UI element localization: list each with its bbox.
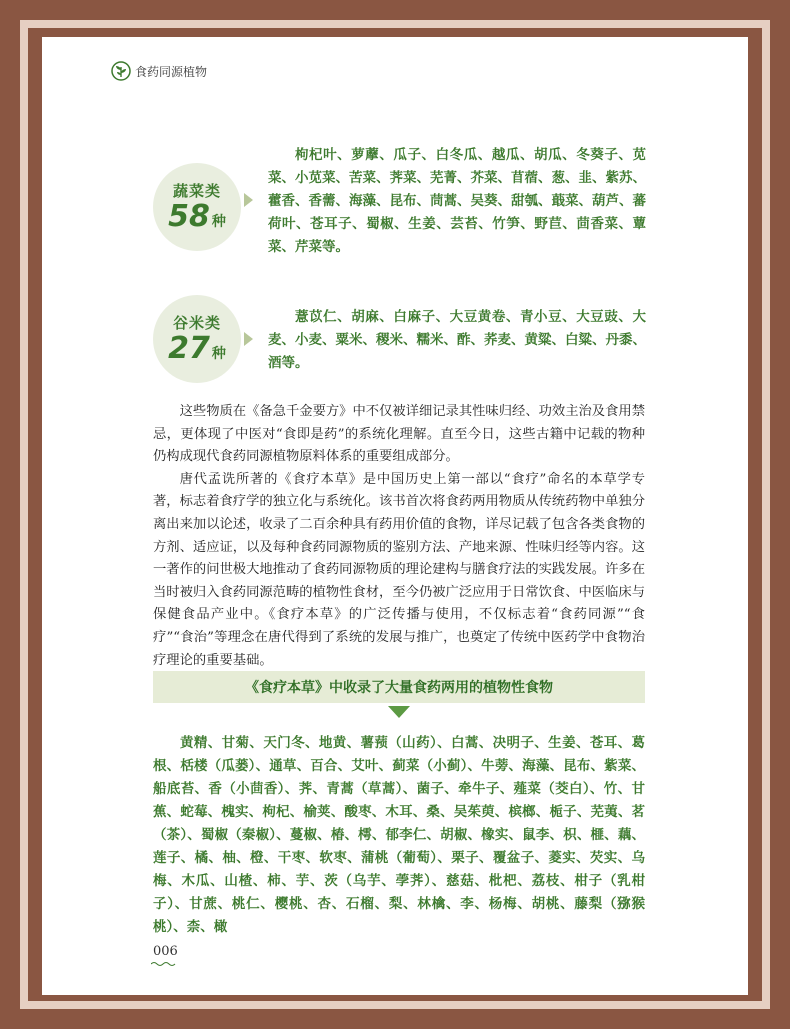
category-items-vegetables: 枸杞叶、萝藦、瓜子、白冬瓜、越瓜、胡瓜、冬葵子、苋菜、小苋菜、苦菜、荠菜、芜菁、芥菜、苜蓿、葱、韭、紫苏、藿香、香薷、海藻、昆布、茼蒿、吴葵、甜瓠、蕺菜、葫芦、蕃荷叶、苍耳子、蜀椒、生姜、芸苔、竹笋、野苣、茴香菜、蕈菜、芹菜等。 bbox=[268, 147, 646, 255]
category-number: 58 bbox=[168, 199, 210, 234]
category-number: 27 bbox=[168, 331, 210, 366]
page-number: 006 bbox=[153, 944, 178, 959]
category-badge-grains bbox=[153, 295, 241, 383]
wave-ornament-icon bbox=[151, 961, 177, 967]
running-header bbox=[111, 60, 207, 82]
category-unit: 种 bbox=[211, 214, 226, 230]
paragraph-1: 这些物质在《备急千金要方》中不仅被详细记录其性味归经、功效主治及食用禁忌，更体现了中医对“食即是药”的系统化理解。直至今日，这些古籍中记载的物种仍构成现代食药同源植物原料体系的重要组成部分。 bbox=[153, 404, 645, 465]
section-banner bbox=[153, 671, 645, 703]
category-label: 蔬菜类 bbox=[172, 182, 221, 200]
category-count bbox=[168, 199, 226, 234]
down-arrow-icon bbox=[388, 706, 410, 718]
triangle-pointer-icon bbox=[244, 332, 253, 346]
leaf-icon bbox=[111, 61, 131, 81]
header-title: 食药同源植物 bbox=[135, 64, 208, 79]
category-items-grains: 薏苡仁、胡麻、白麻子、大豆黄卷、青小豆、大豆豉、大麦、小麦、粟米、稷米、糯米、酢、荞麦、黄粱、白粱、丹黍、酒等。 bbox=[268, 309, 646, 371]
category-unit: 种 bbox=[211, 346, 226, 362]
category-badge-vegetables bbox=[153, 163, 241, 251]
paragraph-2: 唐代孟诜所著的《食疗本草》是中国历史上第一部以“食疗”命名的本草学专著，标志着食疗学的独立化与系统化。该书首次将食药两用物质从传统药物中单独分离出来加以论述，收录了二百余种具有药用价值的食物，详尽记载了包含各类食物的方剂、适应证，以及每种食药同源物质的鉴别方法、产地来源、性味归经等内容。这一著作的问世极大地推动了食药同源物质的理论建构与膳食疗法的实践发展。许多在当时被归入食药同源范畴的植物性食材，至今仍被广泛应用于日常饮食、中医临床与保健食品产业中。《食疗本草》的广泛传播与使用，不仅标志着“食药同源”“食疗”“食治”等理念在唐代得到了系统的发展与推广，也奠定了传统中医药学中食物治疗理论的重要基础。 bbox=[153, 471, 645, 668]
body-text bbox=[153, 401, 645, 672]
banner-title: 《食疗本草》中收录了大量食药两用的植物性食物 bbox=[245, 680, 553, 696]
category-label: 谷米类 bbox=[172, 314, 221, 332]
plant-list: 黄精、甘菊、天门冬、地黄、薯蓣（山药）、白蒿、决明子、生姜、苍耳、葛根、栝楼（瓜蒌）、通草、百合、艾叶、蓟菜（小蓟）、牛蒡、海藻、昆布、紫菜、船底苔、香（小茴香）、荠、青蒿（草蒿）、菌子、牵牛子、薤菜（茭白）、竹、甘蕉、蛇莓、槐实、枸杞、榆荚、酸枣、木耳、桑、吴茱萸、槟榔、栀子、芜荑、茗（茶）、蜀椒（秦椒）、蔓椒、椿、樗、郁李仁、胡椒、橡实、鼠李、枳、榧、藕、莲子、橘、柚、橙、干枣、软枣、蒲桃（葡萄）、栗子、覆盆子、菱实、芡实、乌梅、木瓜、山楂、柿、芋、茨（乌芋、荸荠）、慈菇、枇杷、荔枝、柑子（乳柑子）、甘蔗、桃仁、樱桃、杏、石榴、梨、林檎、李、杨梅、胡桃、藤梨（猕猴桃）、柰、橄 bbox=[153, 735, 645, 935]
category-count bbox=[168, 331, 226, 366]
triangle-pointer-icon bbox=[244, 193, 253, 207]
